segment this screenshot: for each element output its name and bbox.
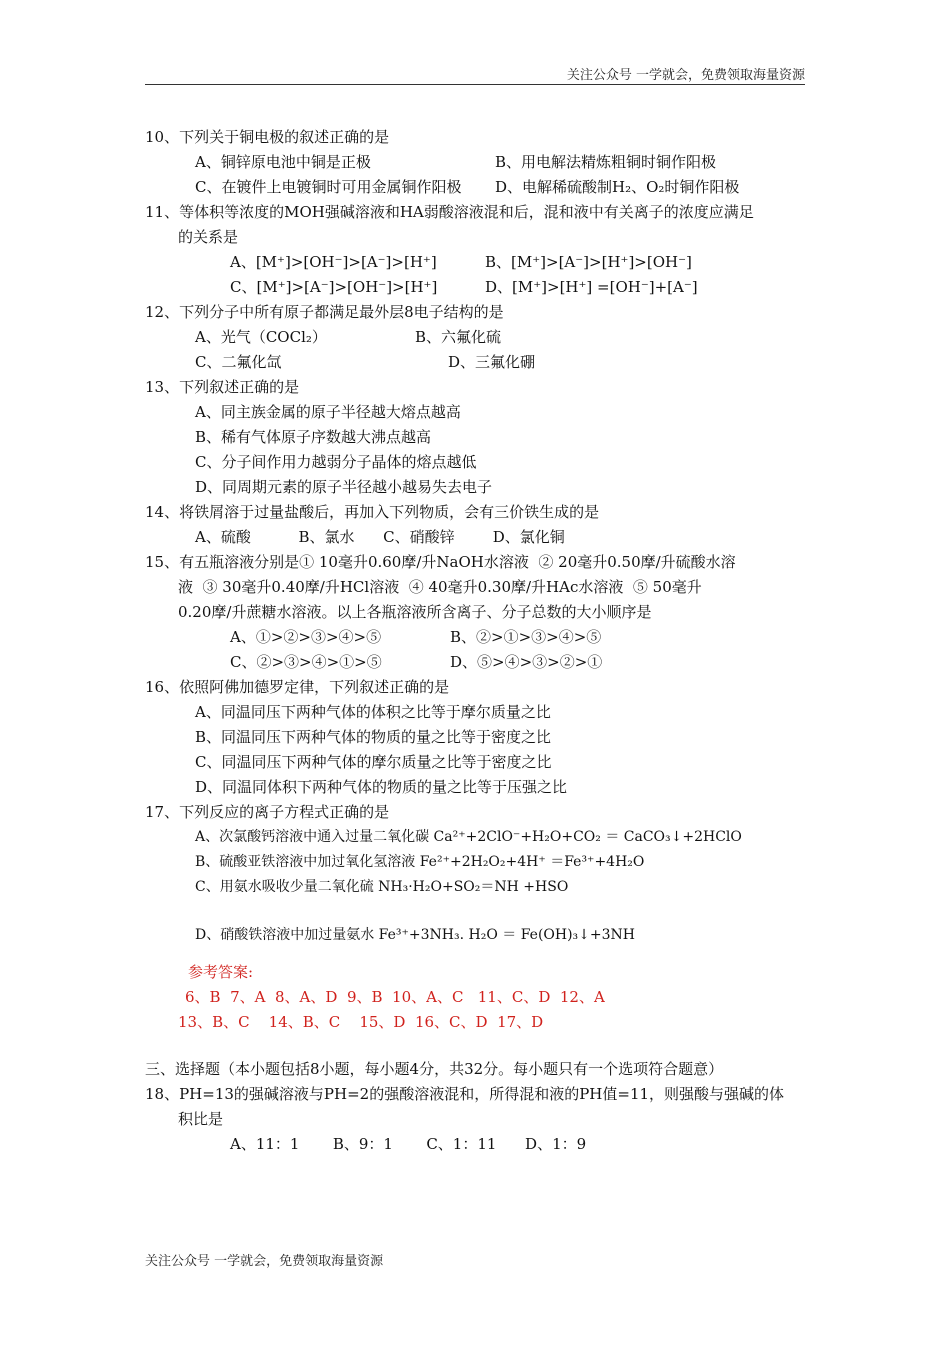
q13-stem: 13、下列叙述正确的是 bbox=[145, 378, 300, 396]
q18-stem-2: 积比是 bbox=[178, 1110, 224, 1128]
header-rule bbox=[145, 84, 805, 85]
header-text: 关注公众号 一学就会，免费领取海量资源 bbox=[566, 68, 805, 83]
q11-options-row2 bbox=[145, 275, 810, 300]
q16-stem: 16、依照阿佛加德罗定律，下列叙述正确的是 bbox=[145, 678, 450, 696]
q13-option-c: C、分子间作用力越弱分子晶体的熔点越低 bbox=[195, 453, 477, 471]
q12-options-row2 bbox=[145, 350, 810, 375]
q10-options-row1 bbox=[145, 150, 810, 175]
q14-stem: 14、将铁屑溶于过量盐酸后，再加入下列物质，会有三价铁生成的是 bbox=[145, 503, 600, 521]
q15-option-b: B、②>①>③>④>⑤ bbox=[450, 628, 602, 646]
q17-option-c: C、用氨水吸收少量二氧化硫 NH₃·H₂O+SO₂＝NH +HSO bbox=[195, 879, 569, 895]
q12-option-b: B、六氟化硫 bbox=[415, 328, 502, 346]
q11-stem-2: 的关系是 bbox=[178, 228, 239, 246]
content bbox=[145, 125, 810, 1157]
q17-option-a: A、次氯酸钙溶液中通入过量二氧化碳 Ca²⁺+2ClO⁻+H₂O+CO₂ ＝ CaCO₃↓+2HClO bbox=[195, 829, 742, 845]
q13-option-a: A、同主族金属的原子半径越大熔点越高 bbox=[195, 403, 461, 421]
q10-option-a: A、铜锌原电池中铜是正极 bbox=[195, 153, 371, 171]
answers-title: 参考答案: bbox=[188, 963, 254, 981]
q10-options-row2 bbox=[145, 175, 810, 200]
q16-option-d: D、同温同体积下两种气体的物质的量之比等于压强之比 bbox=[195, 778, 568, 796]
q17-option-b: B、硫酸亚铁溶液中加过氧化氢溶液 Fe²⁺+2H₂O₂+4H⁺ ＝Fe³⁺+4H₂O bbox=[195, 854, 645, 870]
footer-text: 关注公众号 一学就会，免费领取海量资源 bbox=[145, 1254, 384, 1269]
q12-option-c: C、二氟化氙 bbox=[195, 353, 282, 371]
q13-option-d: D、同周期元素的原子半径越小越易失去电子 bbox=[195, 478, 493, 496]
q17-stem: 17、下列反应的离子方程式正确的是 bbox=[145, 803, 390, 821]
q11-option-a: A、[M⁺]>[OH⁻]>[A⁻]>[H⁺] bbox=[230, 253, 437, 271]
q15-stem-2: 液 ③ 30毫升0.40摩/升HCl溶液 ④ 40毫升0.30摩/升HAc水溶液 ⑤ 50毫升 bbox=[178, 578, 702, 596]
q15-stem-1: 15、有五瓶溶液分别是① 10毫升0.60摩/升NaOH水溶液 ② 20毫升0.50摩/升硫酸水溶 bbox=[145, 553, 736, 571]
q12-option-a: A、光气（COCl₂） bbox=[195, 328, 327, 346]
q17-option-d: D、硝酸铁溶液中加过量氨水 Fe³⁺+3NH₃. H₂O ＝ Fe(OH)₃↓+3NH bbox=[195, 927, 636, 943]
q10-option-d: D、电解稀硫酸制H₂、O₂时铜作阳极 bbox=[495, 178, 740, 196]
q15-option-a: A、①>②>③>④>⑤ bbox=[230, 628, 382, 646]
answers-line-2: 13、B、C 14、B、C 15、D 16、C、D 17、D bbox=[178, 1013, 544, 1031]
q11-option-d: D、[M⁺]>[H⁺] =[OH⁻]+[A⁻] bbox=[485, 278, 698, 296]
q15-option-c: C、②>③>④>①>⑤ bbox=[230, 653, 382, 671]
q10-stem: 10、下列关于铜电极的叙述正确的是 bbox=[145, 128, 390, 146]
q15-option-d: D、⑤>④>③>②>① bbox=[450, 653, 603, 671]
q18-options: A、11：1 B、9：1 C、1：11 D、1：9 bbox=[230, 1135, 587, 1153]
spacer bbox=[145, 1035, 810, 1057]
q12-options-row1 bbox=[145, 325, 810, 350]
section3-title: 三、选择题（本小题包括8小题，每小题4分，共32分。每小题只有一个选项符合题意） bbox=[145, 1060, 724, 1078]
q11-option-c: C、[M⁺]>[A⁻]>[OH⁻]>[H⁺] bbox=[230, 278, 438, 296]
q12-stem: 12、下列分子中所有原子都满足最外层8电子结构的是 bbox=[145, 303, 504, 321]
q16-option-c: C、同温同压下两种气体的摩尔质量之比等于密度之比 bbox=[195, 753, 552, 771]
q16-option-a: A、同温同压下两种气体的体积之比等于摩尔质量之比 bbox=[195, 703, 551, 721]
q18-stem-1: 18、PH=13的强碱溶液与PH=2的强酸溶液混和，所得混和液的PH值=11，则强酸与强碱的体 bbox=[145, 1085, 785, 1103]
q15-options-row1 bbox=[145, 625, 810, 650]
q10-option-c: C、在镀件上电镀铜时可用金属铜作阳极 bbox=[195, 178, 462, 196]
q15-stem-3: 0.20摩/升蔗糖水溶液。以上各瓶溶液所含离子、分子总数的大小顺序是 bbox=[178, 603, 652, 621]
q11-options-row1 bbox=[145, 250, 810, 275]
q11-option-b: B、[M⁺]>[A⁻]>[H⁺]>[OH⁻] bbox=[485, 253, 692, 271]
q11-stem-1: 11、等体积等浓度的MOH强碱溶液和HA弱酸溶液混和后，混和液中有关离子的浓度应满足 bbox=[145, 203, 754, 221]
q16-option-b: B、同温同压下两种气体的物质的量之比等于密度之比 bbox=[195, 728, 552, 746]
q15-options-row2 bbox=[145, 650, 810, 675]
q14-options: A、硫酸 B、氯水 C、硝酸锌 D、氯化铜 bbox=[195, 528, 565, 546]
q12-option-d: D、三氟化硼 bbox=[448, 353, 536, 371]
q10-option-b: B、用电解法精炼粗铜时铜作阳极 bbox=[495, 153, 717, 171]
answers-line-1: 6、B 7、A 8、A、D 9、B 10、A、C 11、C、D 12、A bbox=[185, 988, 605, 1006]
q13-option-b: B、稀有气体原子序数越大沸点越高 bbox=[195, 428, 432, 446]
